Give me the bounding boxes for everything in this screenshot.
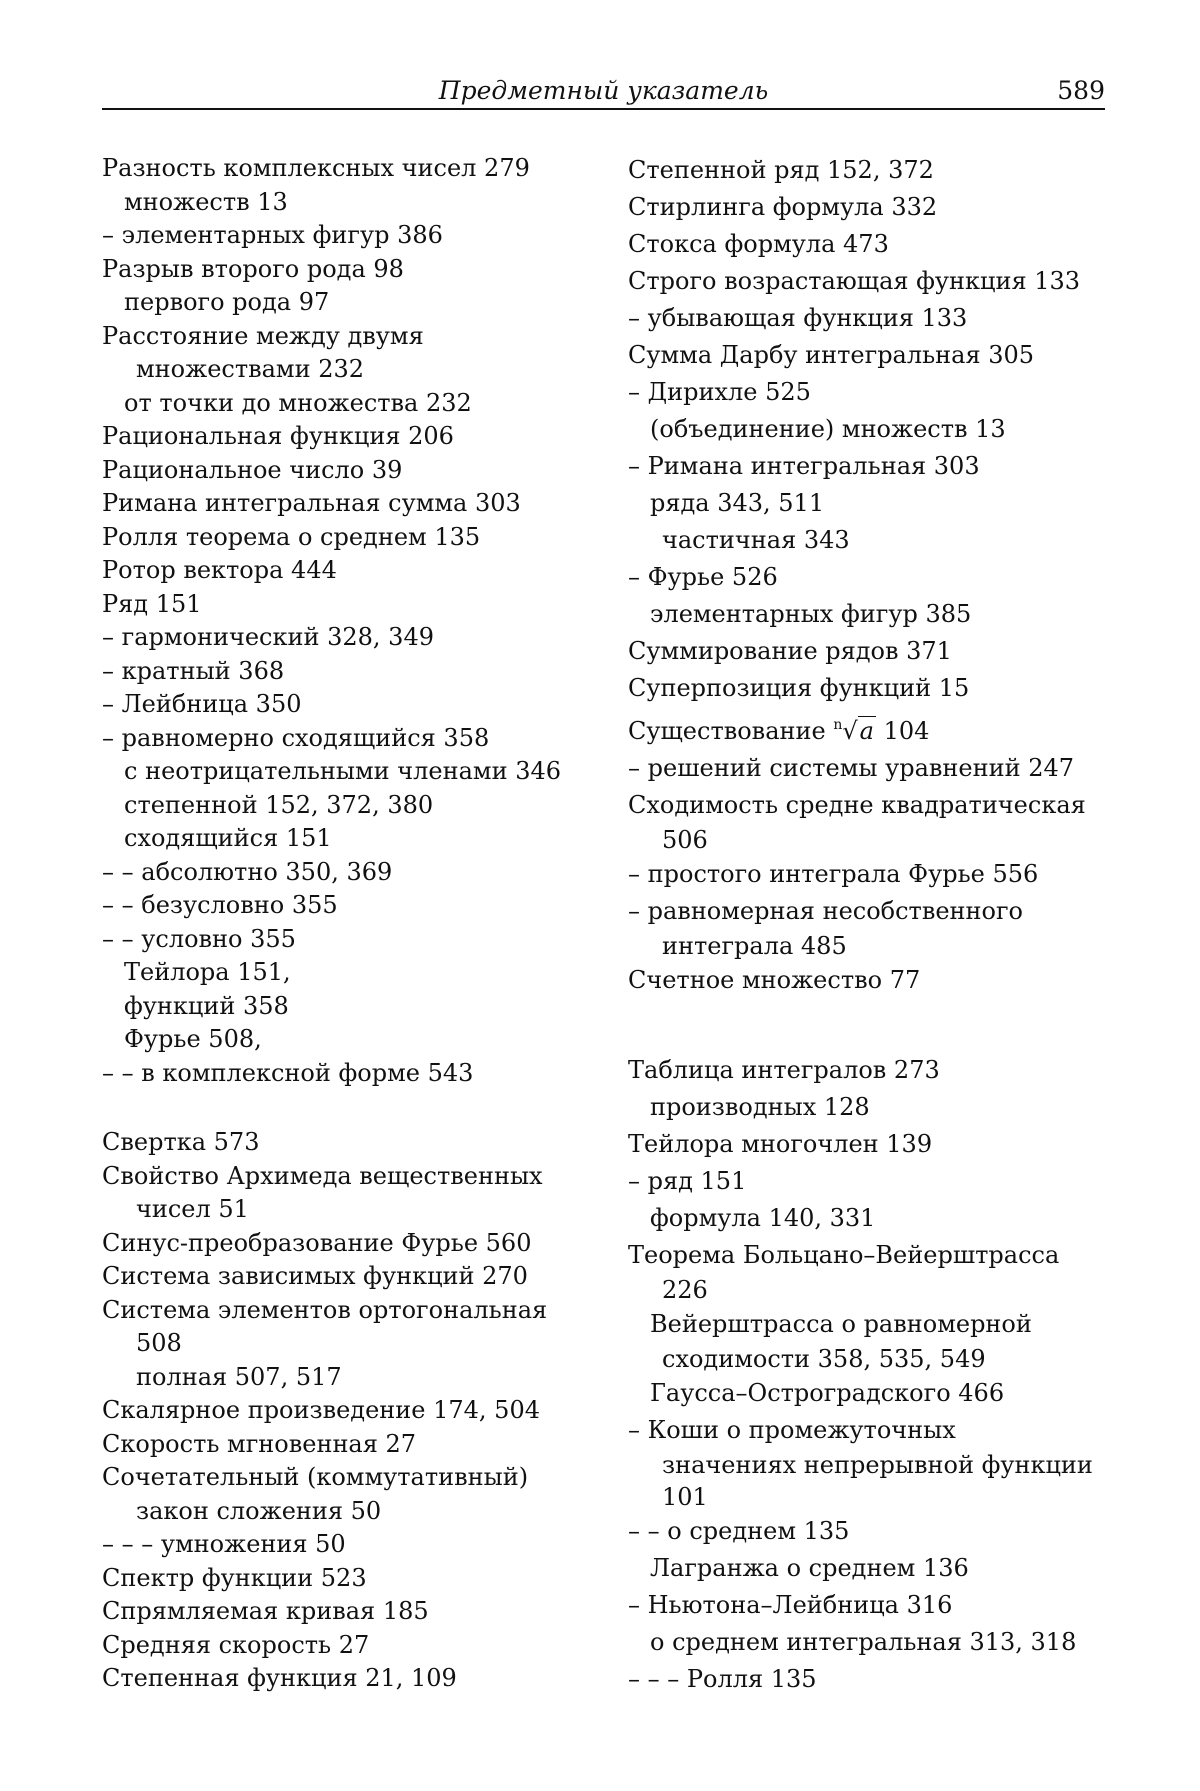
index-entry-text: Рациональное число 39 — [102, 455, 403, 484]
index-entry — [102, 1629, 602, 1663]
index-entry — [628, 411, 1108, 448]
index-entry — [102, 1057, 602, 1091]
index-entry — [628, 1237, 1108, 1274]
nth-root-symbol: $^n$√a — [833, 717, 874, 745]
index-entry-text: Степенная функция 21, 109 — [102, 1664, 457, 1692]
index-entry-text: Ролля теорема о среднем 135 — [102, 522, 481, 551]
index-entry — [628, 1343, 1108, 1375]
index-entry — [628, 1052, 1108, 1089]
index-entry — [628, 1481, 1108, 1513]
index-entry-text: – равномерно сходящийся 358 — [102, 723, 490, 752]
index-entry-text: Теорема Больцано–Вейерштрасса — [628, 1241, 1060, 1269]
index-entry — [628, 1375, 1108, 1412]
index-entry — [628, 962, 1108, 999]
index-entry — [628, 559, 1108, 596]
index-entry-text: – Фурье 526 — [628, 563, 778, 591]
index-entry-text: закон сложения 50 — [136, 1496, 382, 1525]
header-rule — [102, 108, 1105, 110]
index-entry-text: Вейерштрасса о равномерной — [650, 1310, 1032, 1338]
index-entry-text: Лагранжа о среднем 136 — [650, 1554, 969, 1582]
index-entry-text: – равномерная несобственного — [628, 897, 1024, 925]
index-entry-text: Римана интегральная сумма 303 — [102, 489, 521, 517]
index-entry-text: Ротор вектора 444 — [102, 556, 337, 584]
index-entry — [628, 856, 1108, 893]
index-entry — [628, 824, 1108, 856]
index-entry — [102, 353, 602, 387]
index-entry-text: Расстояние между двумя — [102, 321, 424, 350]
index-entry — [102, 1428, 602, 1462]
index-entry-text: Свойство Архимеда вещественных — [102, 1161, 543, 1190]
index-entry — [102, 755, 602, 789]
index-entry-text: 101 — [662, 1483, 708, 1511]
index-entry — [102, 1160, 602, 1194]
index-entry — [102, 588, 602, 622]
index-entry — [628, 1550, 1108, 1587]
index-entry — [102, 1495, 602, 1529]
index-entry — [628, 1412, 1108, 1449]
index-entry-text: – Лейбница 350 — [102, 690, 302, 718]
index-entry-text: Стирлинга формула 332 — [628, 193, 938, 221]
index-entry — [628, 707, 1108, 750]
index-entry-text: Сумма Дарбу интегральная 305 — [628, 341, 1035, 369]
index-entry-text: Таблица интегралов 273 — [628, 1056, 940, 1084]
index-entry-text: Степенной ряд 152, 372 — [628, 156, 934, 184]
index-entry-text: множествами 232 — [136, 355, 365, 383]
index-entry-text: 506 — [662, 826, 708, 854]
index-entry-text: Тейлора многочлен 139 — [628, 1130, 933, 1158]
index-entry — [102, 1126, 602, 1160]
index-entry — [102, 1193, 602, 1227]
index-entry — [628, 485, 1108, 522]
index-entry-text: – простого интеграла Фурье 556 — [628, 860, 1039, 888]
root-index: n — [833, 717, 843, 733]
index-entry-text: Синус-преобразование Фурье 560 — [102, 1228, 532, 1257]
index-entry-text: – – о среднем 135 — [628, 1517, 850, 1545]
index-entry — [102, 1595, 602, 1629]
index-entry — [628, 374, 1108, 411]
index-entry-text: – – – Ролля 135 — [628, 1665, 817, 1693]
index-entry — [102, 1461, 602, 1495]
index-entry — [102, 621, 602, 655]
index-entry-text: – – условно 355 — [102, 924, 296, 953]
index-entry — [628, 1306, 1108, 1343]
header-title: Предметный указатель — [438, 76, 769, 105]
index-entry — [628, 670, 1108, 707]
index-entry — [102, 152, 602, 186]
index-entry — [102, 1327, 602, 1361]
index-entry-text: сходимости 358, 535, 549 — [662, 1345, 986, 1373]
index-entry — [628, 1163, 1108, 1200]
index-entry-text: множеств 13 — [124, 187, 288, 216]
index-entry-text: сходящийся 151 — [124, 824, 332, 852]
index-entry — [102, 219, 602, 253]
page-number: 589 — [1057, 76, 1105, 105]
index-entry-page: 104 — [875, 717, 930, 745]
index-entry — [628, 750, 1108, 787]
index-entry-text: – Дирихле 525 — [628, 378, 811, 406]
index-entry-text: 226 — [662, 1276, 708, 1304]
index-entry-text: Система зависимых функций 270 — [102, 1262, 528, 1290]
index-entry-text: Гаусса–Остроградского 466 — [650, 1379, 1005, 1407]
index-entry-text: – убывающая функция 133 — [628, 304, 968, 332]
index-entry-text: – Ньютона–Лейбница 316 — [628, 1591, 953, 1619]
index-entry — [628, 787, 1108, 824]
index-entry — [102, 1023, 602, 1057]
section-gap — [102, 1090, 602, 1126]
index-entry-text: интеграла 485 — [662, 932, 847, 960]
index-entry-text: – – в комплексной форме 543 — [102, 1058, 474, 1087]
index-entry-text: Существование — [628, 717, 826, 745]
index-entry — [102, 722, 602, 756]
index-entry — [628, 1089, 1108, 1126]
index-entry — [102, 286, 602, 320]
index-entry — [102, 889, 602, 923]
index-entry-text: Суперпозиция функций 15 — [628, 674, 970, 702]
index-entry-text: Фурье 508, — [124, 1025, 262, 1053]
index-entry-text: Разрыв второго рода 98 — [102, 254, 404, 283]
index-entry — [102, 1662, 602, 1696]
index-entry — [102, 956, 602, 990]
index-entry — [628, 1661, 1108, 1698]
index-entry — [628, 337, 1108, 374]
index-column-right — [628, 152, 1108, 1698]
index-entry — [102, 487, 602, 521]
section-gap — [628, 999, 1108, 1052]
index-entry — [628, 1126, 1108, 1163]
index-entry-text: – гармонический 328, 349 — [102, 623, 434, 651]
index-entry-text: Сходимость средне квадратическая — [628, 791, 1086, 819]
index-entry — [102, 186, 602, 220]
index-entry-text: функций 358 — [124, 991, 289, 1020]
index-entry — [102, 420, 602, 454]
index-entry-text: – Римана интегральная 303 — [628, 452, 980, 480]
index-column-left — [102, 152, 602, 1696]
index-entry-text: Скалярное произведение 174, 504 — [102, 1396, 540, 1424]
index-entry-text: Счетное множество 77 — [628, 966, 921, 994]
index-entry-text: формула 140, 331 — [650, 1204, 876, 1232]
index-entry — [628, 448, 1108, 485]
root-radicand: a — [859, 717, 874, 745]
index-entry-text: (объединение) множеств 13 — [650, 415, 1006, 443]
index-entry — [628, 1587, 1108, 1624]
index-entry-text: Спектр функции 523 — [102, 1563, 367, 1592]
index-entry — [628, 893, 1108, 930]
index-entry-text: – элементарных фигур 386 — [102, 221, 443, 249]
index-entry — [102, 387, 602, 421]
index-entry-text: Строго возрастающая функция 133 — [628, 267, 1081, 295]
index-entry — [628, 1513, 1108, 1550]
index-entry — [102, 1227, 602, 1261]
index-entry-text: Спрямляемая кривая 185 — [102, 1597, 429, 1625]
index-entry — [102, 856, 602, 890]
index-entry — [102, 253, 602, 287]
index-entry-text: элементарных фигур 385 — [650, 600, 972, 628]
index-entry — [628, 1274, 1108, 1306]
index-entry-text: первого рода 97 — [124, 288, 330, 316]
index-entry-text: частичная 343 — [662, 526, 850, 554]
index-entry-text: – ряд 151 — [628, 1167, 747, 1195]
index-entry — [628, 1449, 1108, 1481]
index-entry-text: – – безусловно 355 — [102, 891, 338, 919]
index-entry-text: – Коши о промежуточных — [628, 1416, 956, 1444]
index-entry-text: – – – умножения 50 — [102, 1530, 346, 1558]
index-entry-text: Разность комплексных чисел 279 — [102, 154, 530, 182]
index-entry — [628, 1624, 1108, 1661]
index-entry — [102, 1361, 602, 1395]
index-entry — [628, 152, 1108, 189]
index-entry — [102, 1294, 602, 1328]
index-entry — [628, 522, 1108, 559]
index-entry-text: Суммирование рядов 371 — [628, 637, 952, 665]
index-entry-text: полная 507, 517 — [136, 1362, 342, 1391]
index-entry-text: чисел 51 — [136, 1195, 249, 1223]
index-entry-text: – – абсолютно 350, 369 — [102, 857, 393, 886]
index-entry — [102, 688, 602, 722]
index-entry — [628, 633, 1108, 670]
index-entry-text: Свертка 573 — [102, 1128, 260, 1156]
index-entry — [102, 1528, 602, 1562]
index-entry-text: производных 128 — [650, 1093, 870, 1121]
index-entry — [628, 1200, 1108, 1237]
index-entry — [102, 822, 602, 856]
index-entry — [102, 454, 602, 488]
index-entry — [628, 300, 1108, 337]
index-entry — [102, 655, 602, 689]
index-entry — [102, 554, 602, 588]
index-entry — [628, 596, 1108, 633]
index-entry — [102, 1562, 602, 1596]
index-entry-text: Ряд 151 — [102, 589, 202, 618]
index-entry-text: ряда 343, 511 — [650, 489, 825, 517]
index-entry-text: Скорость мгновенная 27 — [102, 1429, 417, 1458]
index-entry — [102, 990, 602, 1024]
index-entry — [102, 1260, 602, 1294]
index-entry-text: Тейлора 151, — [124, 958, 291, 986]
index-entry — [628, 189, 1108, 226]
index-entry — [628, 263, 1108, 300]
index-entry-text: с неотрицательными членами 346 — [124, 757, 562, 785]
index-entry — [102, 521, 602, 555]
index-entry-text: – решений системы уравнений 247 — [628, 754, 1075, 782]
index-entry-text: значениях непрерывной функции — [662, 1451, 1093, 1479]
running-header — [102, 74, 1105, 108]
index-entry — [628, 226, 1108, 263]
index-entry-text: степенной 152, 372, 380 — [124, 790, 434, 819]
index-entry-text: Сочетательный (коммутативный) — [102, 1463, 529, 1491]
index-entry-text: от точки до множества 232 — [124, 388, 472, 417]
index-entry — [102, 923, 602, 957]
index-entry — [102, 320, 602, 354]
index-entry-text: Рациональная функция 206 — [102, 422, 454, 450]
index-entry-text: 508 — [136, 1329, 182, 1357]
index-entry — [102, 1394, 602, 1428]
index-entry-text: Система элементов ортогональная — [102, 1295, 548, 1324]
index-entry-text: Стокса формула 473 — [628, 230, 889, 258]
index-entry — [628, 930, 1108, 962]
index-entry-text: Средняя скорость 27 — [102, 1630, 370, 1659]
index-entry — [102, 789, 602, 823]
index-entry-text: о среднем интегральная 313, 318 — [650, 1628, 1077, 1656]
index-entry-text: – кратный 368 — [102, 656, 285, 685]
